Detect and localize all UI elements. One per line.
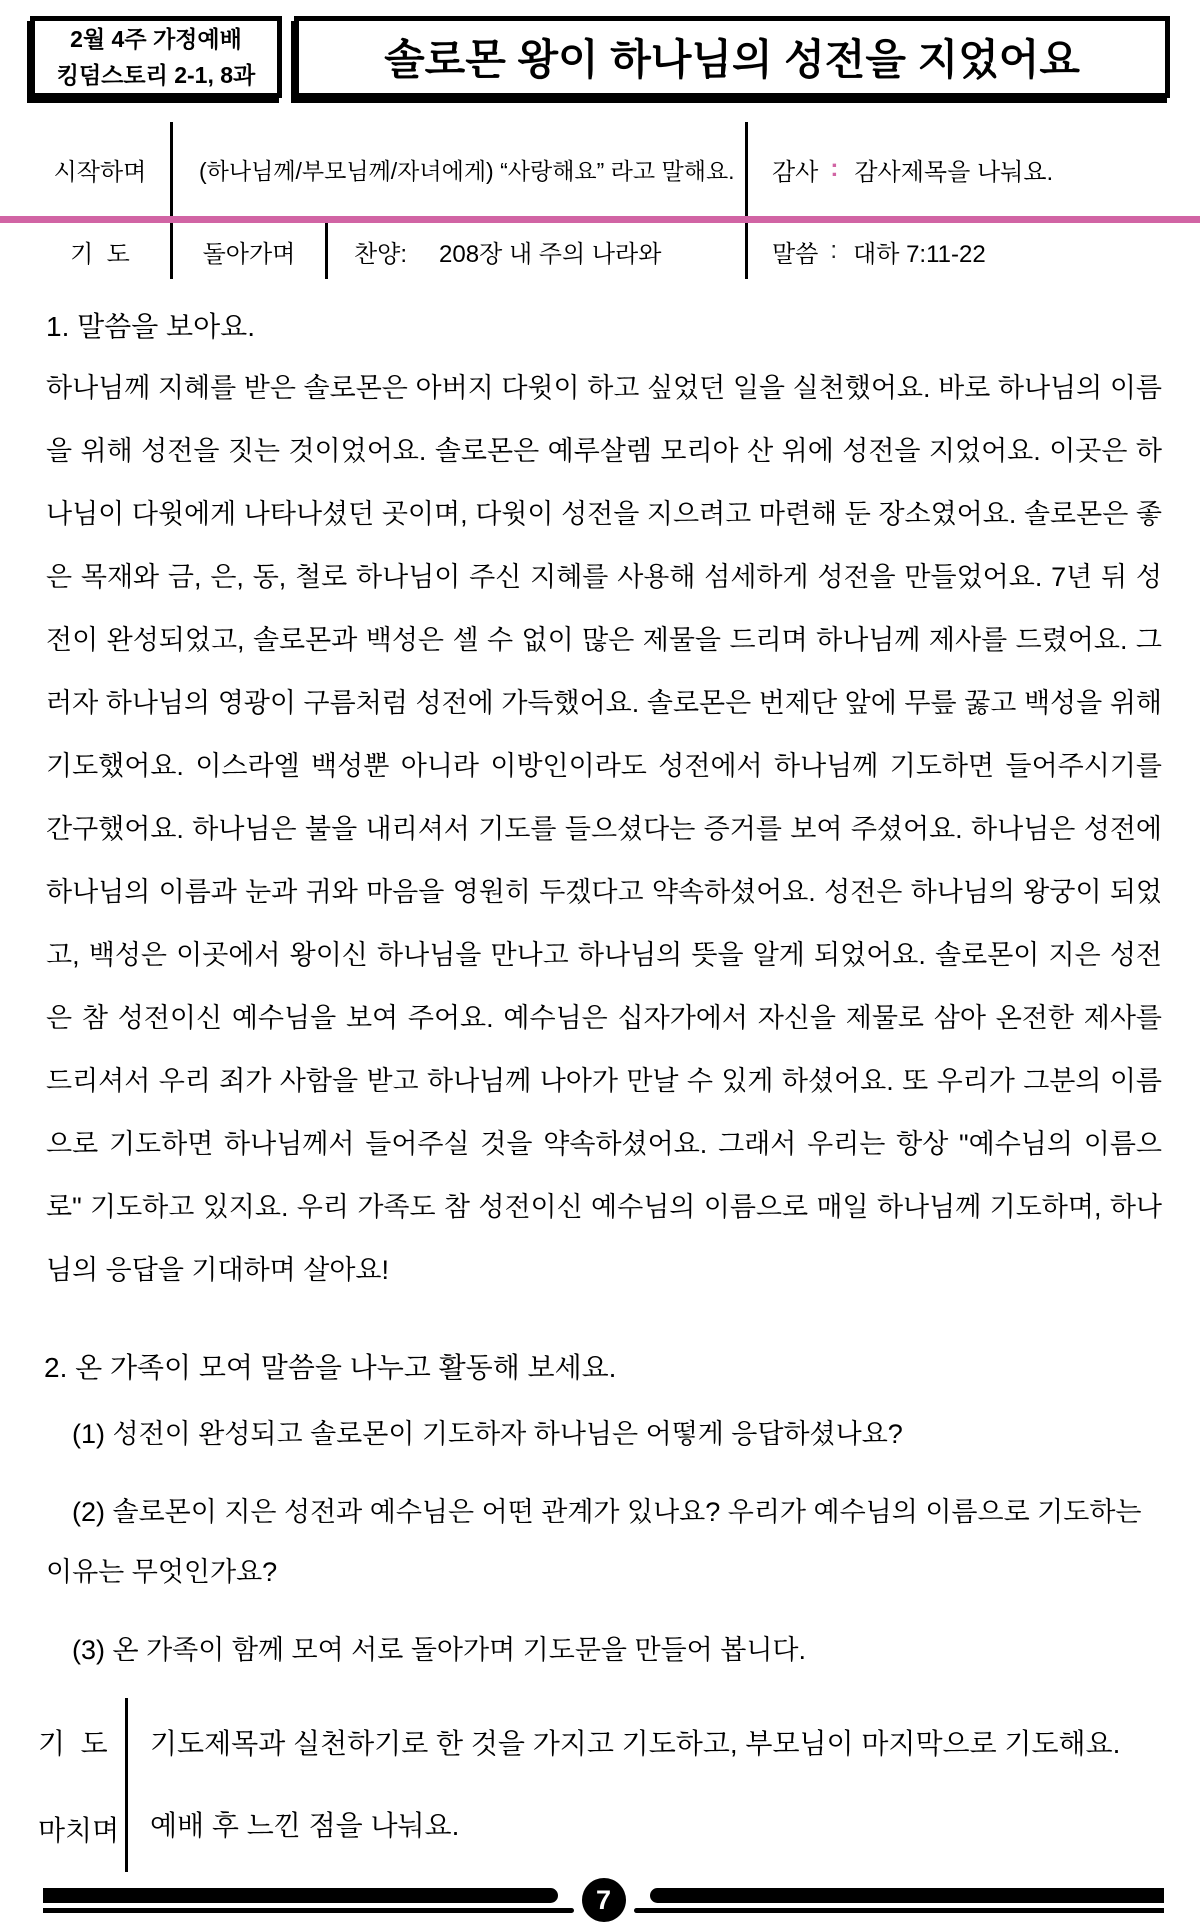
start-label: 시작하며 — [53, 158, 147, 186]
footer-bar-thin-right — [634, 1908, 1165, 1913]
worship-order-row-1 — [30, 122, 1170, 216]
footer-bar-thick-left — [43, 1888, 558, 1903]
question-2: (2) 솔로몬이 지은 성전과 예수님은 어떤 관계가 있나요? 우리가 예수님의 이름으로 기도하는 이유는 무엇인가요? — [46, 1497, 1142, 1587]
lesson-info-box — [30, 16, 282, 98]
flex-spacer — [0, 1680, 1200, 1688]
footer-rule — [43, 1878, 1164, 1922]
word-cell — [745, 223, 1170, 279]
question-3: (3) 온 가족이 함께 모여 서로 돌아가며 기도문을 만들어 봅니다. — [72, 1635, 806, 1665]
page-title: 솔로몬 왕이 하나님의 성전을 지었어요 — [384, 36, 1080, 83]
closing-prayer-label: 기 도 — [38, 1728, 108, 1759]
closing-end-text: 예배 후 느낀 점을 나눠요. — [125, 1786, 1170, 1872]
pink-divider-top — [0, 216, 1200, 223]
lesson-number-label: 킹덤스토리 2-1, 8과 — [56, 62, 256, 88]
thanks-colon: : — [830, 155, 839, 182]
word-text: 대하 7:11-22 — [853, 240, 986, 268]
thanks-cell — [745, 122, 1170, 216]
title-box — [294, 16, 1170, 98]
word-label: 말씀 — [772, 240, 819, 268]
closing-end-row — [38, 1786, 1170, 1872]
closing-prayer-text: 기도제목과 실천하기로 한 것을 가지고 기도하고, 부모님이 마지막으로 기도해요. — [125, 1698, 1170, 1786]
footer-bar-thin-left — [43, 1908, 574, 1913]
praise-label: 찬양: — [354, 240, 408, 268]
prayer-label: 기 도 — [70, 240, 130, 268]
thanks-text: 감사제목을 나눠요. — [854, 158, 1054, 186]
lesson-week-label: 2월 4주 가정예배 — [70, 26, 242, 52]
page-number-badge: 7 — [582, 1878, 626, 1922]
footer-bar-thick-right — [650, 1888, 1165, 1903]
section1-heading: 1. 말씀을 보아요. — [46, 311, 255, 342]
header — [30, 16, 1170, 98]
closing-prayer-row — [38, 1698, 1170, 1786]
praise-cell — [325, 223, 745, 279]
word-colon: : — [830, 237, 838, 264]
thanks-label: 감사 — [772, 158, 819, 186]
worship-order-row-2 — [30, 223, 1170, 279]
question-1: (1) 성전이 완성되고 솔로몬이 기도하자 하나님은 어떻게 응답하셨나요? — [72, 1419, 903, 1449]
turns-label: 돌아가며 — [170, 223, 325, 279]
footer-rule-right — [634, 1888, 1165, 1913]
section1-body-text: 하나님께 지혜를 받은 솔로몬은 아버지 다윗이 하고 싶었던 일을 실천했어요. 바로 하나님의 이름을 위해 성전을 짓는 것이었어요. 솔로몬은 예루살렘 모리아 산 위에 성전을 지었어요. 이곳은 하나님이 다윗에게 나타나셨던 곳이며, 다윗이 성전을 지으려고 마련해 둔 장소였어요. 솔로몬은 좋은 목재와 금, 은, 동, 철로 하나님이 주신 지혜를 사용해 섬세하게 성전을 만들었어요. 7년 뒤 성전이 완성되었고, 솔로몬과 백성은 셀 수 없이 많은 제물을 드리며 하나님께 제사를 드렸어요. 그러자 하나님의 영광이 구름처럼 성전에 가득했어요. 솔로몬은 번제단 앞에 무릎 꿇고 백성을 위해 기도했어요. 이스라엘 백성뿐 아니라 이방인이라도 성전에서 하나님께 기도하면 들어주시기를 간구했어요. 하나님은 불을 내리셔서 기도를 들으셨다는 증거를 보여 주셨어요. 하나님은 성전에 하나님의 이름과 눈과 귀와 마음을 영원히 두겠다고 약속하셨어요. 성전은 하나님의 왕궁이 되었고, 백성은 이곳에서 왕이신 하나님을 만나고 하나님의 뜻을 알게 되었어요. 솔로몬이 지은 성전은 참 성전이신 예수님을 보여 주어요. 예수님은 십자가에서 자신을 제물로 삼아 온전한 제사를 드리셔서 우리 죄가 사함을 받고 하나님께 나아가 만날 수 있게 하셨어요. 또 우리가 그분의 이름으로 기도하면 하나님께서 들어주실 것을 약속하셨어요. 그래서 우리는 항상 "예수님의 이름으로" 기도하고 있지요. 우리 가족도 참 성전이신 예수님의 이름으로 매일 하나님께 기도하며, 하나님의 응답을 기대하며 살아요! — [46, 373, 1162, 1285]
praise-text: 208장 내 주의 나라와 — [439, 240, 662, 268]
section2-heading: 2. 온 가족이 모여 말씀을 나누고 활동해 보세요. — [44, 1352, 617, 1383]
worship-order-table — [0, 122, 1200, 279]
footer-rule-left — [43, 1888, 574, 1913]
start-instruction: (하나님께/부모님께/자녀에게) “사랑해요” 라고 말해요. — [170, 122, 745, 216]
closing-end-label: 마치며 — [38, 1815, 120, 1846]
